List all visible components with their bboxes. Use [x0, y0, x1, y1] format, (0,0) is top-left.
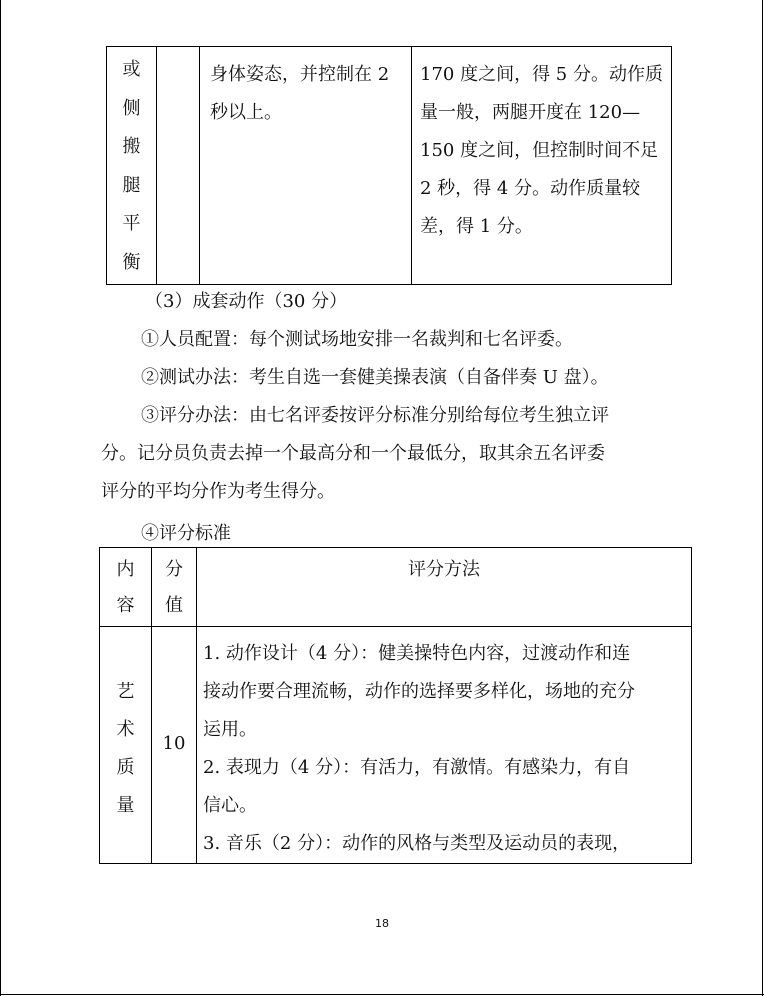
scoring-table-continued: [106, 46, 672, 285]
method-cell: [197, 627, 692, 864]
requirement-cell: [200, 47, 412, 285]
text-line: 秒以上。: [210, 102, 282, 123]
content-char: 艺: [116, 681, 135, 702]
header-char: 分: [165, 559, 183, 580]
action-name-char: 侧: [122, 97, 141, 119]
text-line: 量一般，两腿开度在 120—: [420, 102, 641, 123]
content-char: 量: [116, 795, 135, 816]
content-char: 质: [116, 757, 135, 778]
header-char: 值: [165, 595, 183, 616]
header-method: 评分方法: [197, 548, 692, 627]
item-scoring-method-line1: ③评分办法：由七名评委按评分标准分别给每位考生独立评: [141, 405, 609, 426]
header-score: [152, 548, 197, 627]
table-row: [107, 47, 672, 285]
text-line: 运用。: [203, 719, 257, 740]
action-name-char: 平: [122, 213, 141, 234]
page-border-left: [0, 0, 1, 996]
item-scoring-standard: ④评分标准: [141, 523, 231, 544]
text-line: 1. 动作设计（4 分）：健美操特色内容，过渡动作和连: [203, 643, 631, 664]
text-line: 150 度之间，但控制时间不足: [420, 140, 659, 161]
header-char: 容: [116, 595, 135, 616]
header-content: [100, 548, 152, 627]
action-name-char: 腿: [122, 174, 141, 196]
text-line: 差，得 1 分。: [420, 216, 533, 237]
item-scoring-method-line3: 评分的平均分作为考生得分。: [101, 481, 335, 502]
page-number: 18: [375, 917, 389, 930]
score-cell-empty: [157, 47, 200, 285]
text-line: 3. 音乐（2 分）：动作的风格与类型及运动员的表现，: [203, 833, 631, 854]
scoring-standard-table: [99, 547, 692, 864]
item-test-method: ②测试办法：考生自选一套健美操表演（自备伴奏 U 盘）。: [141, 367, 609, 388]
page-border-right: [762, 0, 763, 996]
score-value-cell: 10: [152, 627, 197, 864]
item-scoring-method-line2: 分。记分员负责去掉一个最高分和一个最低分，取其余五名评委: [101, 443, 605, 464]
text-line: 接动作要合理流畅，动作的选择要多样化，场地的充分: [203, 681, 635, 702]
action-name-char: 衡: [122, 251, 141, 273]
text-line: 2 秒，得 4 分。动作质量较: [420, 178, 641, 199]
text-line: 身体姿态，并控制在 2: [210, 64, 390, 85]
content-cell: [100, 627, 152, 864]
item-personnel: ①人员配置：每个测试场地安排一名裁判和七名评委。: [141, 329, 573, 350]
table-row: [100, 627, 692, 864]
header-char: 内: [116, 559, 135, 580]
action-name-char: 搬: [122, 136, 141, 157]
table-header-row: [100, 548, 692, 627]
text-line: 信心。: [203, 795, 257, 816]
action-name-char: 或: [122, 59, 141, 80]
page-border-bottom: [0, 994, 764, 995]
section-heading: （3）成套动作（30 分）: [145, 291, 348, 312]
text-line: 2. 表现力（4 分）：有活力，有激情。有感染力，有自: [203, 757, 631, 778]
text-line: 170 度之间，得 5 分。动作质: [420, 64, 663, 85]
action-name-cell: [107, 47, 157, 285]
scoring-standard-cell: [412, 47, 672, 285]
content-char: 术: [116, 719, 135, 740]
